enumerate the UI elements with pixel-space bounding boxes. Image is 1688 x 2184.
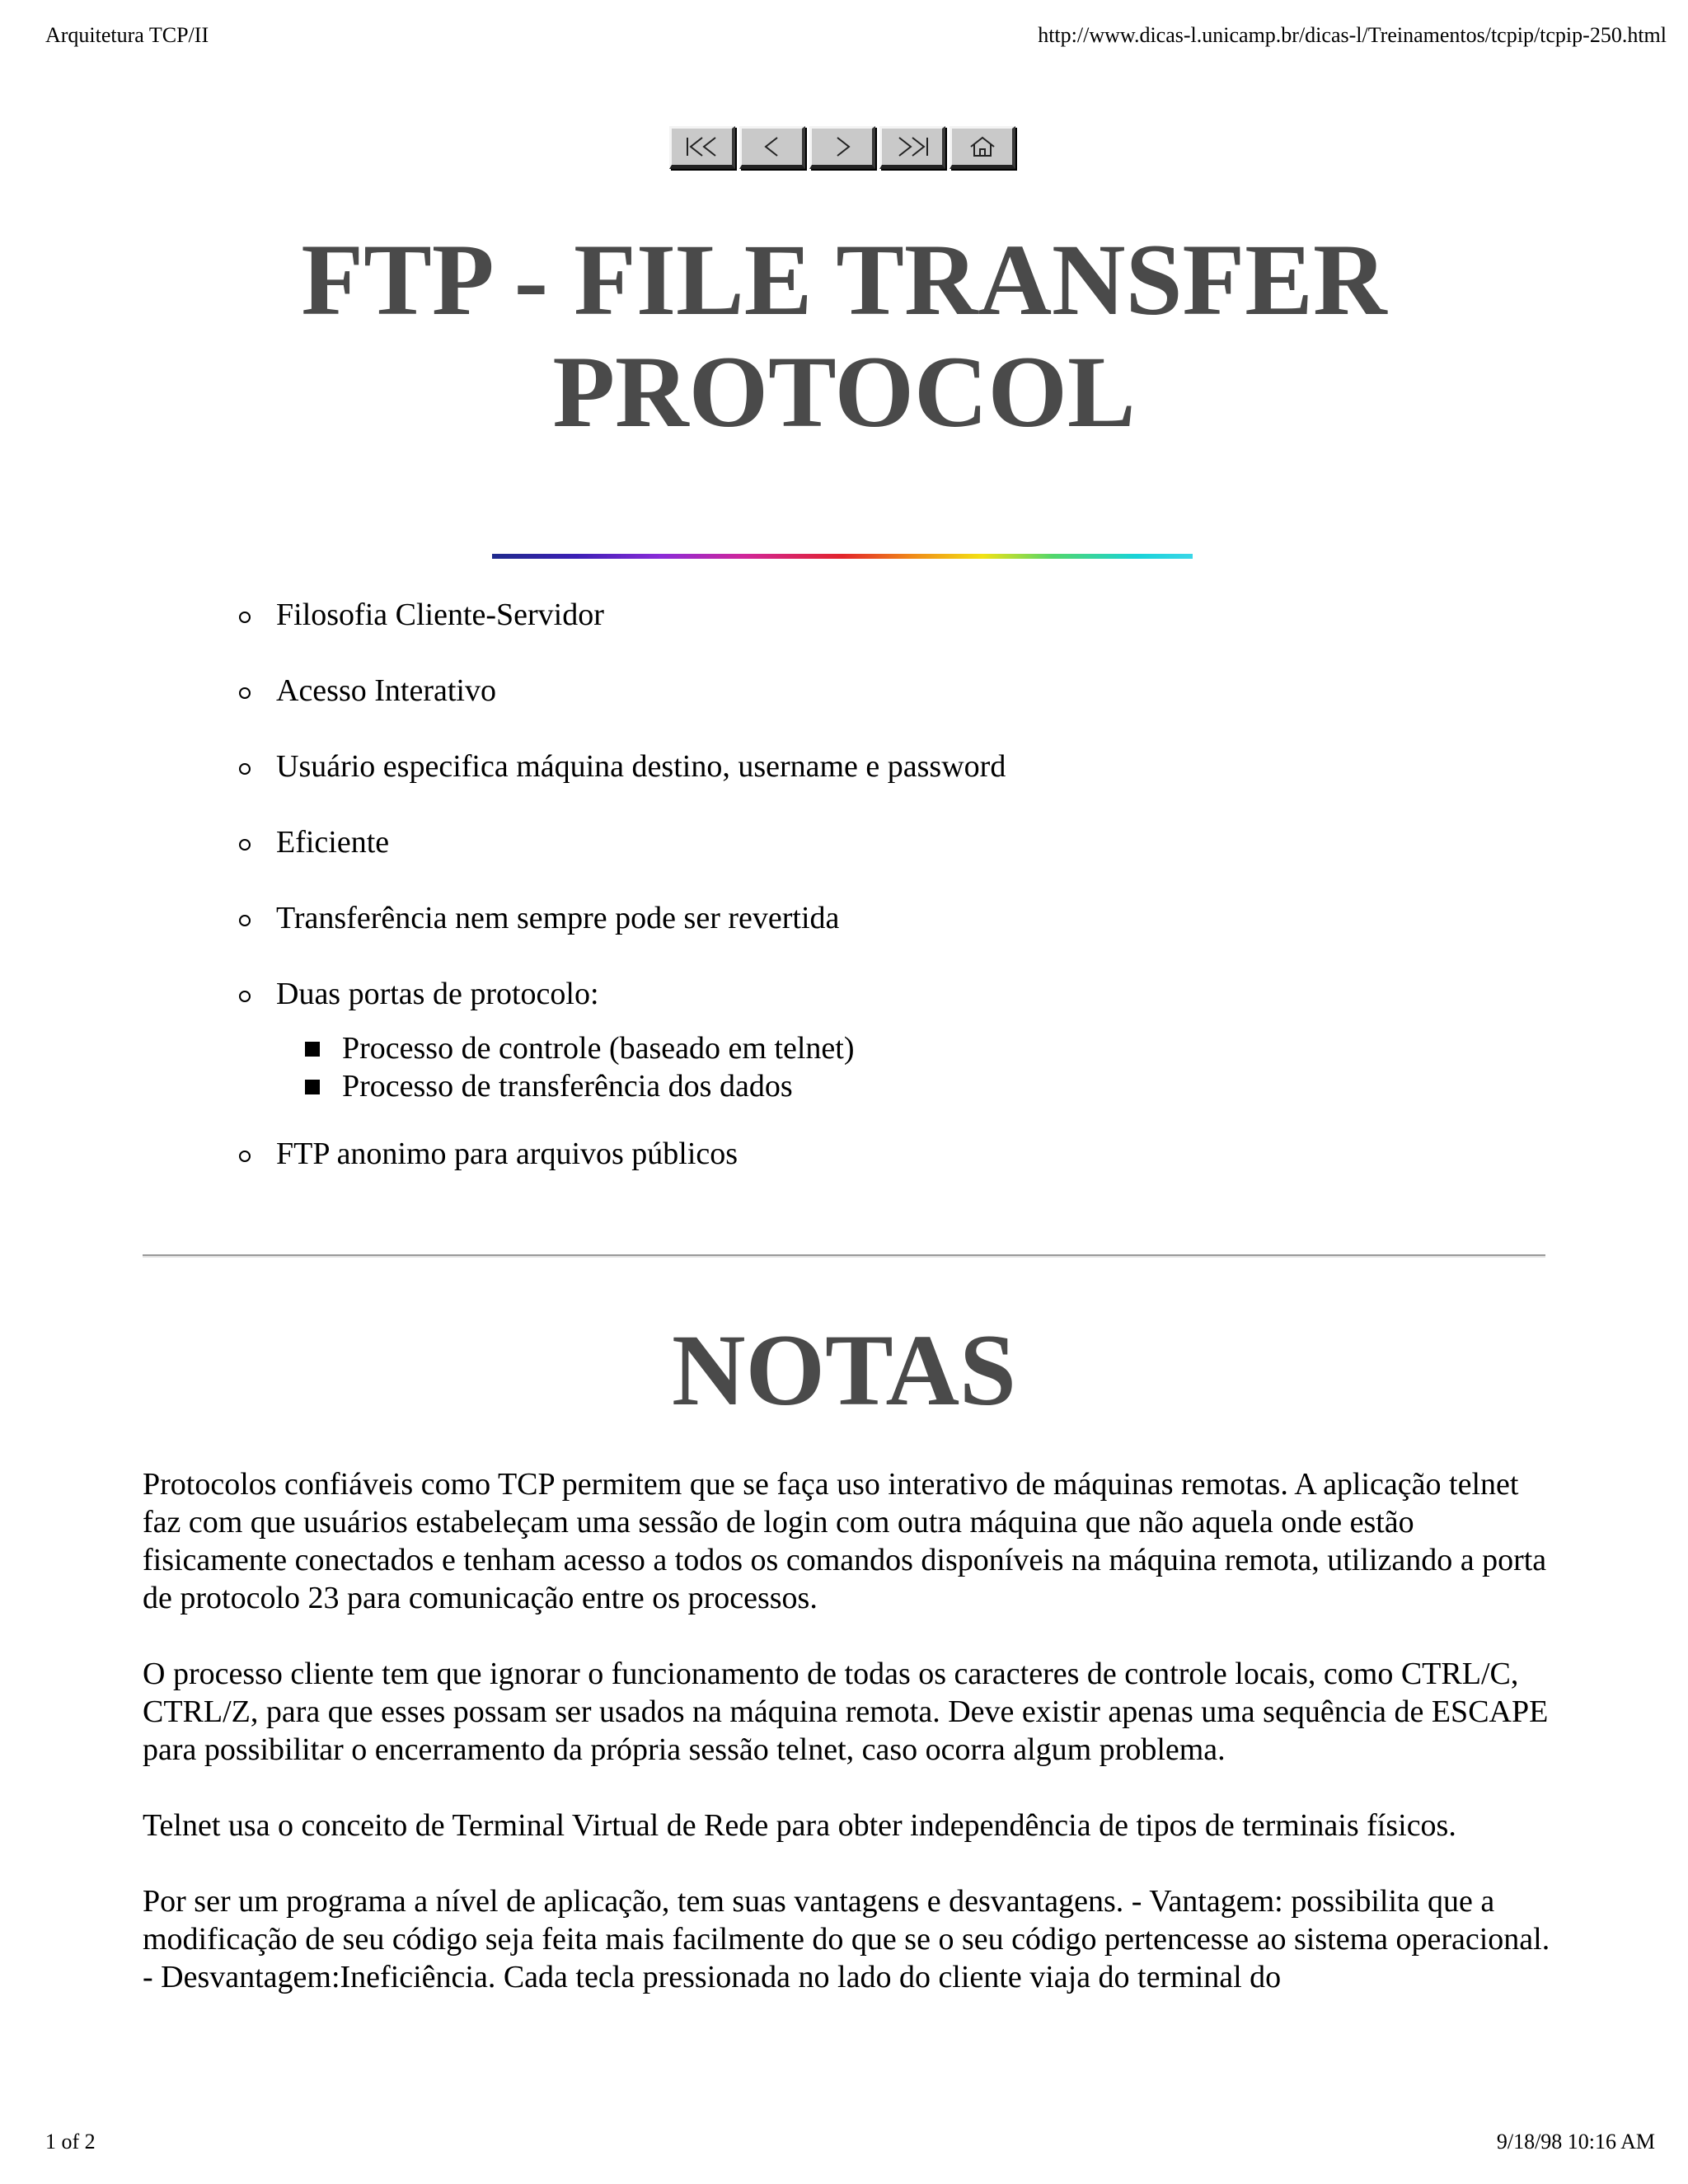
notes-heading: NOTAS bbox=[671, 1314, 1016, 1427]
last-page-icon bbox=[894, 135, 931, 158]
page-counter: 1 of 2 bbox=[45, 2130, 96, 2154]
list-item-text: FTP anonimo para arquivos públicos bbox=[276, 1137, 738, 1171]
list-item-text: Duas portas de protocolo: bbox=[276, 977, 599, 1011]
notes-paragraph: Por ser um programa a nível de aplicação, tem suas vantagens e desvantagens. - Vantagem: possibilita que a modificação de seu código seja feita mais facilmente do que se o seu código pertencesse ao sistema operacional. - Desvantagem:Ineficiência. Cada tecla pressionada no lado do cliente viaja do terminal do bbox=[143, 1884, 1550, 1994]
square-bullet-icon bbox=[305, 1080, 320, 1094]
page-header-url: http://www.dicas-l.unicamp.br/dicas-l/Treinamentos/tcpip/tcpip-250.html bbox=[1038, 23, 1667, 47]
list-item-text: Transferência nem sempre pode ser revertida bbox=[276, 901, 840, 935]
list-item bbox=[239, 823, 1006, 862]
sub-list-item bbox=[305, 1029, 1006, 1066]
list-item-text: Usuário especifica máquina destino, username e password bbox=[276, 749, 1006, 784]
rainbow-divider bbox=[492, 554, 1193, 559]
title-line-2: PROTOCOL bbox=[552, 335, 1136, 448]
home-icon bbox=[964, 135, 1001, 158]
circle-bullet-icon bbox=[239, 1151, 251, 1162]
circle-bullet-icon bbox=[239, 763, 251, 775]
next-page-button[interactable] bbox=[809, 126, 875, 169]
list-item-text: Eficiente bbox=[276, 825, 390, 860]
sub-bullet-list bbox=[239, 1029, 1006, 1104]
circle-bullet-icon bbox=[239, 839, 251, 851]
list-item bbox=[239, 898, 1006, 938]
sub-list-item-text: Processo de controle (baseado em telnet) bbox=[342, 1031, 855, 1066]
previous-page-button[interactable] bbox=[739, 126, 805, 169]
notes-paragraph: Telnet usa o conceito de Terminal Virtual de Rede para obter independência de tipos de terminais físicos. bbox=[143, 1808, 1456, 1843]
horizontal-rule bbox=[143, 1254, 1545, 1258]
sub-list-item bbox=[305, 1066, 1006, 1104]
bullet-list bbox=[239, 595, 1006, 1210]
circle-bullet-icon bbox=[239, 991, 251, 1002]
next-icon bbox=[824, 135, 860, 158]
notes-paragraph: O processo cliente tem que ignorar o funcionamento de todas os caracteres de controle locais, como CTRL/C, CTRL/Z, para que esses possam ser usados na máquina remota. Deve existir apenas uma sequência de ESCAPE para possibilitar o encerramento da própria sessão telnet, caso ocorra algum problema. bbox=[143, 1657, 1549, 1767]
home-button[interactable] bbox=[950, 126, 1015, 169]
list-item bbox=[239, 1134, 1006, 1174]
previous-icon bbox=[754, 135, 790, 158]
navigation-bar bbox=[669, 126, 1015, 169]
list-item bbox=[239, 974, 1006, 1014]
list-item-text: Filosofia Cliente-Servidor bbox=[276, 598, 604, 632]
circle-bullet-icon bbox=[239, 612, 251, 623]
square-bullet-icon bbox=[305, 1042, 320, 1057]
notes-paragraph: Protocolos confiáveis como TCP permitem que se faça uso interativo de máquinas remotas. A aplicação telnet faz com que usuários estabeleçam uma sessão de login com outra máquina que não aquela onde estão fisicamente conectados e tenham acesso a todos os comandos disponíveis na máquina remota, utilizando a porta de protocolo 23 para comunicação entre os processos. bbox=[143, 1467, 1547, 1615]
last-page-button[interactable] bbox=[879, 126, 945, 169]
notes-body bbox=[143, 1465, 1560, 2034]
circle-bullet-icon bbox=[239, 687, 251, 699]
page-header-title: Arquitetura TCP/II bbox=[45, 23, 209, 47]
first-page-button[interactable] bbox=[669, 126, 735, 169]
list-item-text: Acesso Interativo bbox=[276, 673, 496, 708]
circle-bullet-icon bbox=[239, 915, 251, 926]
page-title bbox=[0, 224, 1688, 448]
list-item bbox=[239, 671, 1006, 710]
sub-list-item-text: Processo de transferência dos dados bbox=[342, 1069, 793, 1104]
print-timestamp: 9/18/98 10:16 AM bbox=[1496, 2130, 1655, 2154]
title-line-1: FTP - FILE TRANSFER bbox=[301, 223, 1387, 336]
list-item bbox=[239, 595, 1006, 635]
list-item bbox=[239, 747, 1006, 786]
first-page-icon bbox=[684, 135, 720, 158]
